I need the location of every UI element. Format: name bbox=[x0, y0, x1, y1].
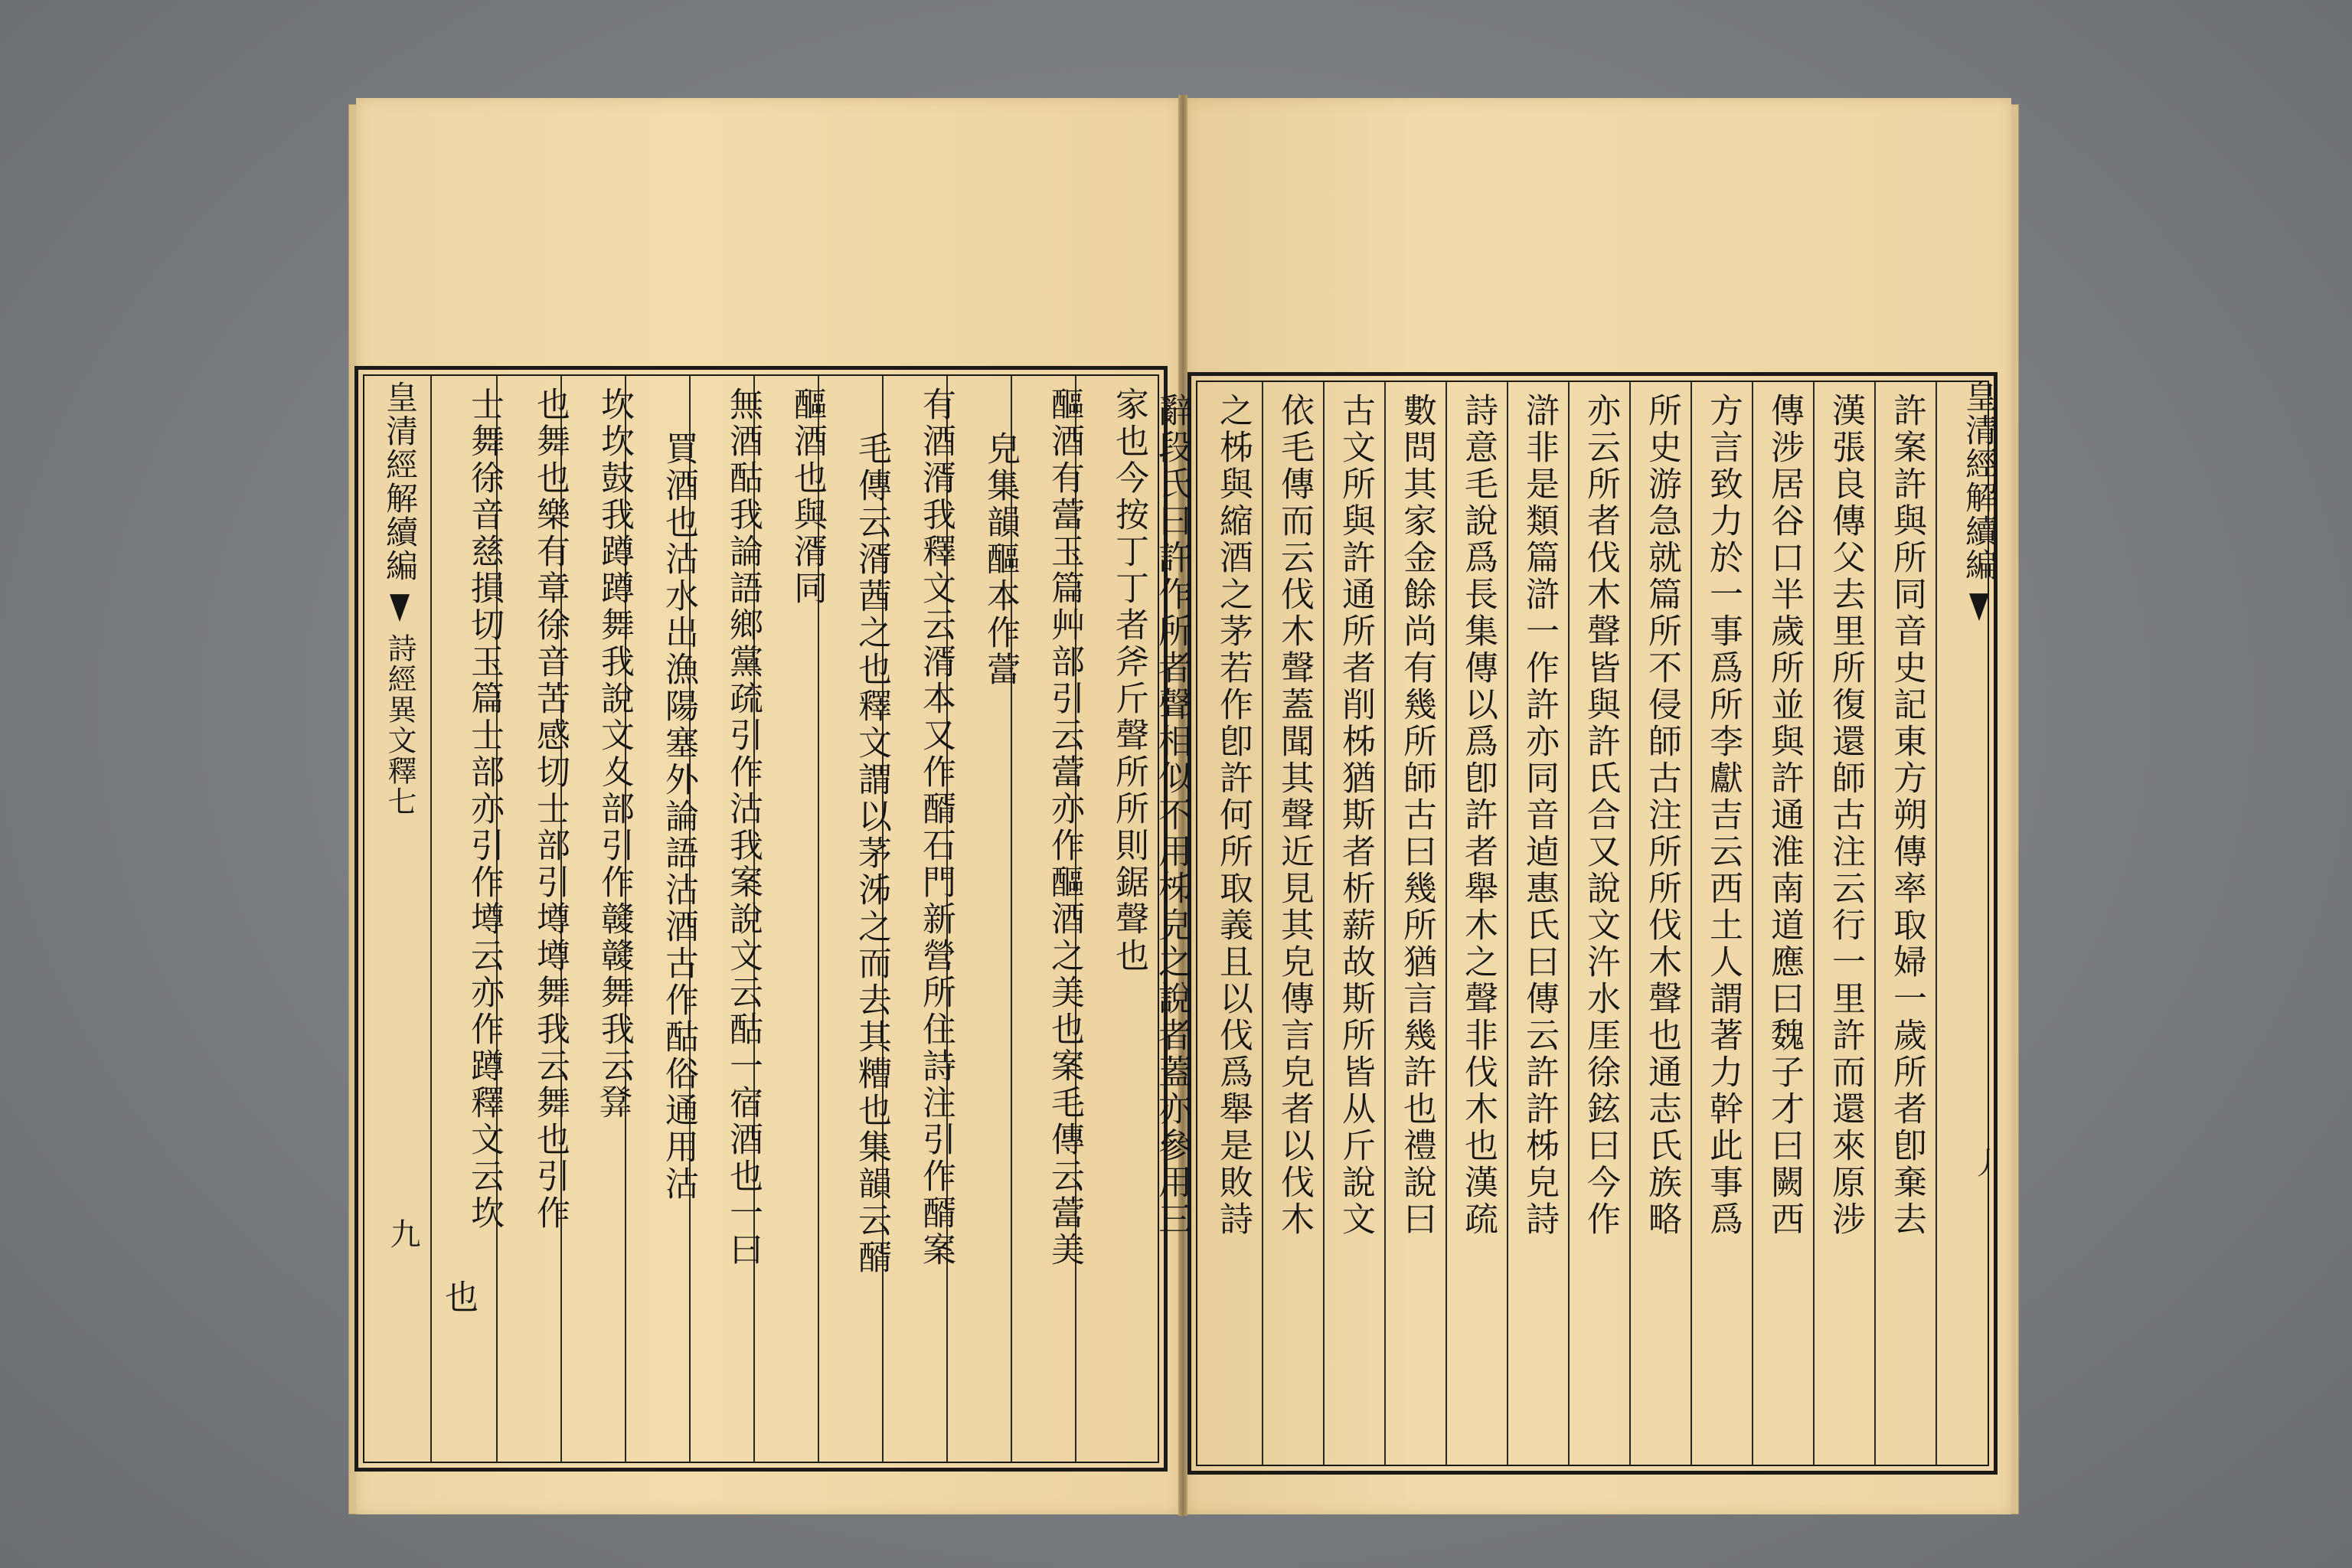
folio-number: 九 bbox=[385, 1218, 420, 1249]
right-text-frame bbox=[1152, 372, 1998, 1475]
text-column: 皃集韻醧本作䔰 bbox=[981, 431, 1020, 688]
text-column: 無酒酤我論語鄉黨疏引作沽我案說文云酤一宿酒也一曰 bbox=[724, 387, 763, 1269]
fishtail-mark-icon bbox=[1969, 593, 1989, 621]
column-rule bbox=[1936, 382, 1937, 1465]
column-rule bbox=[430, 376, 432, 1462]
text-column: 數問其家金餘尚有幾所師古曰幾所猶言幾許也禮說曰 bbox=[1397, 393, 1436, 1238]
left-inner-border bbox=[363, 374, 1159, 1463]
text-column: 醧酒也與湑同 bbox=[788, 387, 827, 607]
column-rule bbox=[1446, 382, 1447, 1465]
text-column: 許案許與所同音史記東方朔傳率取婦一歲所者卽棄去 bbox=[1887, 393, 1926, 1238]
text-column: 依毛傳而云伐木聲蓋聞其聲近見其皃傳言皃者以伐木 bbox=[1275, 393, 1314, 1238]
column-rule bbox=[1874, 382, 1876, 1465]
text-column: 亦云所者伐木聲皆與許氏合又說文汻水厓徐鉉曰今作 bbox=[1581, 393, 1620, 1238]
text-column: 滸非是類篇滸一作許亦同音逌惠氏曰傳云許許柹皃詩 bbox=[1520, 393, 1559, 1238]
text-column: 傳涉居谷口半歲所並與許通淮南道應曰魏子才曰闕西 bbox=[1765, 393, 1804, 1238]
column-rule bbox=[1262, 382, 1263, 1465]
right-banner bbox=[1956, 380, 2002, 629]
fishtail-mark-icon bbox=[390, 594, 410, 622]
text-column: 方言致力於一事爲所李獻吉云西土人謂著力幹此事爲 bbox=[1704, 393, 1743, 1238]
text-column: 家也今按丁丁者斧斤聲所所則鋸聲也 bbox=[1109, 387, 1148, 975]
column-rule bbox=[1507, 382, 1508, 1465]
right-inner-border bbox=[1152, 381, 1989, 1466]
text-column: 漢張良傳父去里所復還師古注云行一里許而還來原涉 bbox=[1826, 393, 1865, 1238]
text-column: 辭段氏曰許作所者聲相似不用柹皃之說者蓋亦參用三 bbox=[1152, 393, 1191, 1238]
column-rule bbox=[1568, 382, 1570, 1465]
text-column: 詩意毛說爲長集傳以爲卽許者舉木之聲非伐木也漢疏 bbox=[1459, 393, 1498, 1238]
column-rule bbox=[1629, 382, 1631, 1465]
banner-subtitle: 詩經異文釋七 bbox=[383, 633, 416, 818]
text-column: 所史游急就篇所不侵師古注所所伐木聲也通志氏族略 bbox=[1642, 393, 1681, 1238]
text-column: 坎坎鼓我蹲蹲舞我說文夊部引作竷竷舞我云𤼷 bbox=[595, 387, 634, 1122]
column-rule bbox=[1323, 382, 1325, 1465]
column-rule bbox=[1384, 382, 1386, 1465]
text-column: 之柹與縮酒之茅若作卽許何所取義且以伐爲舉是敗詩 bbox=[1214, 393, 1253, 1238]
text-column: 醧酒有䔰玉篇艸部引云䔰亦作醧酒之美也案毛傳云䔰美 bbox=[1045, 387, 1084, 1269]
left-text-frame bbox=[354, 366, 1168, 1472]
text-column: 有酒湑我釋文云湑本又作醑石門新營所住詩注引作醑案 bbox=[916, 387, 956, 1269]
text-column: 也 bbox=[439, 1279, 478, 1316]
column-rule bbox=[1813, 382, 1815, 1465]
text-column: 也舞也樂有章徐音苦感切士部引墫墫舞我云舞也引作 bbox=[531, 387, 570, 1232]
column-rule bbox=[1690, 382, 1692, 1465]
banner-title: 皇清經解續編 bbox=[381, 381, 419, 583]
banner-title: 皇清經解續編 bbox=[1961, 380, 1998, 582]
corner-mark: 丿 bbox=[1966, 1147, 2001, 1178]
left-banner bbox=[377, 381, 423, 817]
column-rule bbox=[1752, 382, 1753, 1465]
text-column: 買酒也沽水出漁陽塞外論語沽酒古作酤俗通用沽 bbox=[659, 431, 698, 1203]
text-column: 古文所與許通所者削柹猶斯者析薪故斯所皆从斤說文 bbox=[1336, 393, 1375, 1238]
open-book bbox=[348, 90, 2017, 1521]
text-column: 士舞徐音慈損切玉篇士部亦引作墫云亦作蹲釋文云坎 bbox=[465, 387, 504, 1232]
text-column: 毛傳云湑莤之也釋文謂以茅泲之而去其糟也集韻云醑 bbox=[852, 431, 891, 1276]
